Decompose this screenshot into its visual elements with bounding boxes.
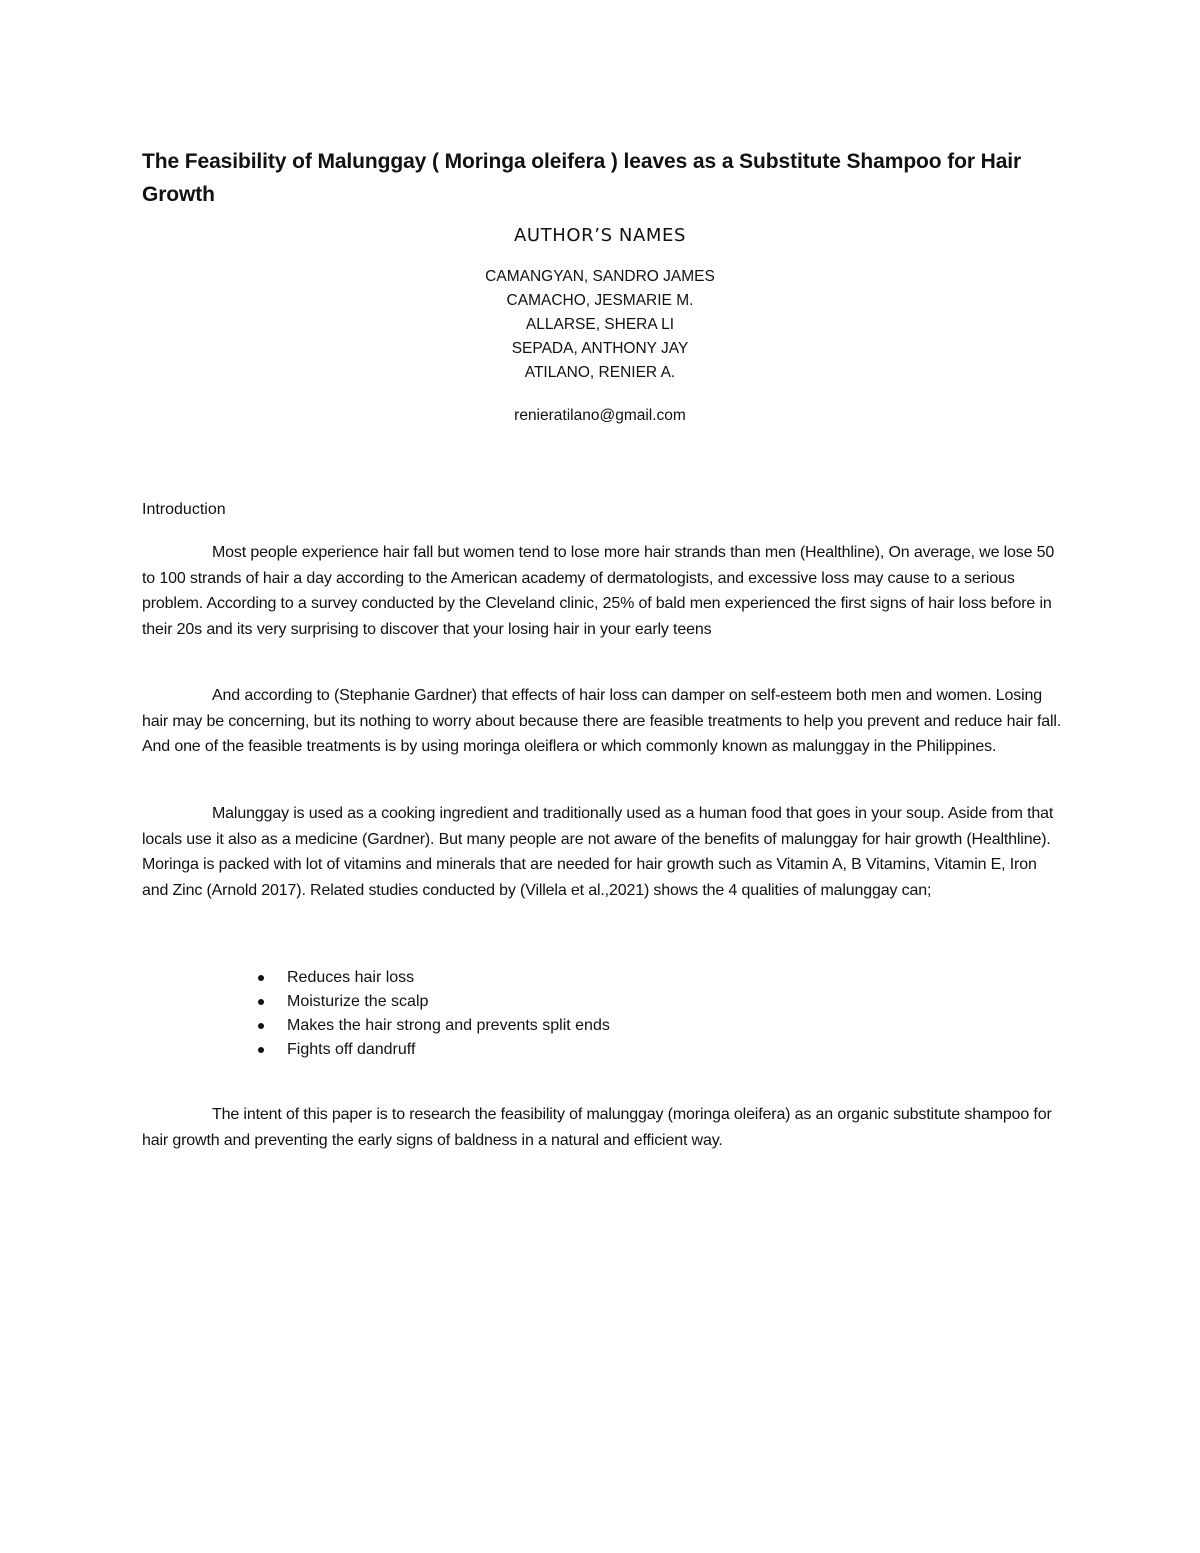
bullet-icon (258, 975, 264, 981)
bullet-icon (258, 1047, 264, 1053)
list-item (258, 990, 610, 1014)
intro-paragraph-2: And according to (Stephanie Gardner) that effects of hair loss can damper on self-esteem both men and women. Losing hair may be concerning, but its nothing to worry about because there are feasible treatments to help you prevent and reduce hair fall. And one of the feasible treatments is by using moringa oleiflera or which commonly known as malunggay in the Philippines. (142, 687, 1062, 756)
qualities-list (258, 966, 610, 1062)
bullet-icon (258, 999, 264, 1005)
authors-heading: AUTHOR’S NAMES (513, 225, 687, 246)
intro-paragraph-1: Most people experience hair fall but women tend to lose more hair strands than men (Healthline), On average, we lose 50 to 100 strands of hair a day according to the American academy of dermatologists, and excessive loss may cause to a serious problem. According to a survey conducted by the Cleveland clinic, 25% of bald men experienced the first signs of hair loss before in their 20s and its very surprising to discover that your losing hair in your early teens (142, 544, 1055, 638)
author-name: CAMANGYAN, SANDRO JAMES (485, 268, 715, 285)
paper-title: The Feasibility of Malunggay ( Moringa oleifera ) leaves as a Substitute Shampoo for Hair Growth (142, 150, 1022, 206)
author-list (0, 265, 1200, 385)
list-item (258, 1038, 610, 1062)
author-name: SEPADA, ANTHONY JAY (511, 340, 689, 357)
list-item-text: Reduces hair loss (287, 969, 415, 986)
intro-paragraph-3: Malunggay is used as a cooking ingredient and traditionally used as a human food that goes in your soup. Aside from that locals use it also as a medicine (Gardner). But many people are not aware of the benefits of malunggay for hair growth (Healthline). Moringa is packed with lot of vitamins and minerals that are needed for hair growth such as Vitamin A, B Vitamins, Vitamin E, Iron and Zinc (Arnold 2017). Related studies conducted by (Villela et al.,2021) shows the 4 qualities of malunggay can; (142, 805, 1054, 899)
list-item-text: Moisturize the scalp (287, 993, 429, 1010)
author-name: ALLARSE, SHERA LI (525, 316, 675, 333)
bullet-icon (258, 1023, 264, 1029)
list-item (258, 1014, 610, 1038)
list-item-text: Makes the hair strong and prevents split ends (287, 1017, 610, 1034)
list-item (258, 966, 610, 990)
closing-paragraph: The intent of this paper is to research the feasibility of malunggay (moringa oleifera) as an organic substitute shampoo for hair growth and preventing the early signs of baldness in a natural and efficient way. (142, 1106, 1052, 1149)
author-name: CAMACHO, JESMARIE M. (506, 292, 694, 309)
section-heading-introduction: Introduction (142, 501, 226, 518)
contact-email: renieratilano@gmail.com (514, 407, 686, 424)
list-item-text: Fights off dandruff (287, 1041, 416, 1058)
author-name: ATILANO, RENIER A. (524, 364, 676, 381)
